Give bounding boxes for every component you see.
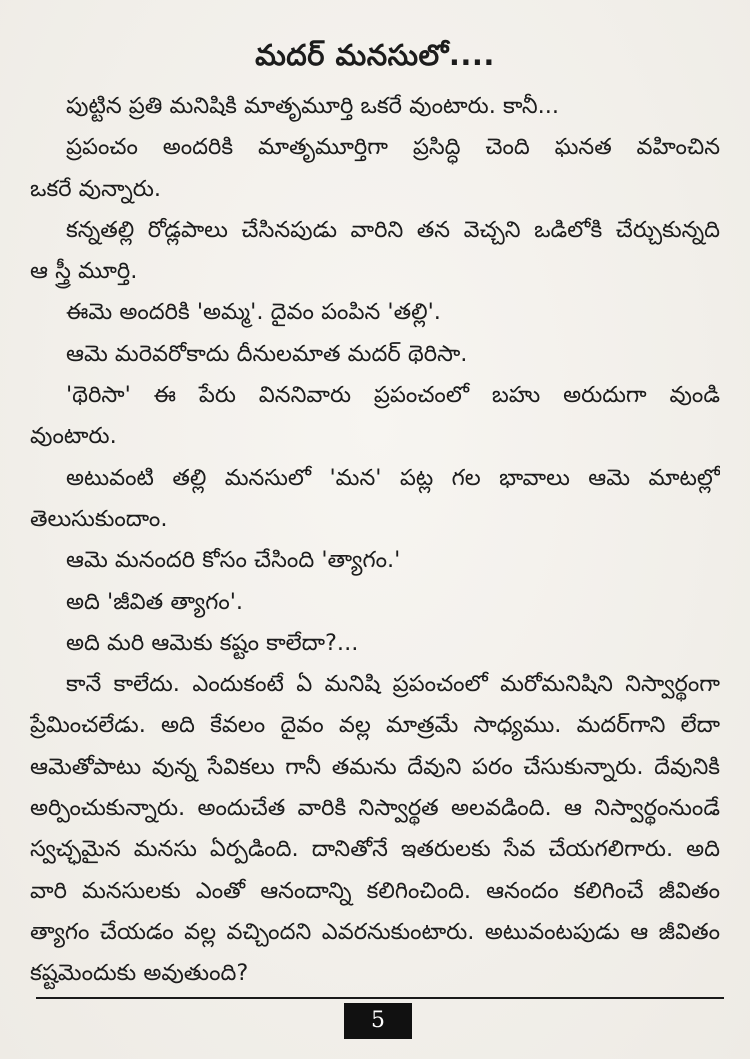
text-line: ఆ స్త్రీ మూర్తి. xyxy=(30,258,138,285)
text-line: అటువంటి తల్లి మనసులో 'మన' పట్ల గల భావాలు ఆమె మాటల్లో xyxy=(66,464,720,491)
text-line: స్వచ్ఛమైన మనసు ఏర్పడింది. దానితోనే ఇతరులకు సేవ చేయగలిగారు. అది xyxy=(30,836,720,863)
text-line: వుంటారు. xyxy=(30,423,117,450)
footer-divider xyxy=(36,997,724,999)
text-line: త్యాగం చేయడం వల్ల వచ్చిందని ఎవరనుకుంటారు. అటువంటపుడు ఆ జీవితం xyxy=(30,918,720,945)
text-line: ప్రేమించలేడు. అది కేవలం దైవం వల్ల మాత్రమే సాధ్యము. మదర్‌గాని లేదా xyxy=(30,712,720,739)
text-line: ఆమెతోపాటు వున్న సేవికలు గానీ తమను దేవుని పరం చేసుకున్నారు. దేవునికి xyxy=(30,753,720,780)
page-number: 5 xyxy=(344,1003,412,1039)
text-line: ఈమె అందరికి 'అమ్మ'. దైవం పంపిన 'తల్లి'. xyxy=(66,299,441,326)
page-title: మదర్ మనసులో.... xyxy=(255,38,495,72)
text-line: పుట్టిన ప్రతి మనిషికి మాతృమూర్తి ఒకరే వుంటారు. కానీ... xyxy=(66,93,560,119)
text-line: ప్రపంచం అందరికి మాతృమూర్తిగా ప్రసిద్ధి చెంది ఘనత వహించిన xyxy=(66,134,720,161)
text-line: ఆమె మనందరి కోసం చేసింది 'త్యాగం.' xyxy=(66,547,401,574)
text-line: అది మరి ఆమెకు కష్టం కాలేదా?... xyxy=(66,629,359,656)
text-line: అర్పించుకున్నారు. అందుచేత వారికి నిస్వార్థత అలవడింది. ఆ నిస్వార్థంనుండే xyxy=(30,795,720,822)
text-line: ఒకరే వున్నారు. xyxy=(30,175,162,202)
text-line: కష్టమెందుకు అవుతుంది? xyxy=(30,960,249,987)
text-line: ఆమె మరెవరోకాదు దీనులమాత మదర్ థెరిసా. xyxy=(66,340,468,367)
body-text xyxy=(30,86,720,995)
text-line: కానే కాలేదు. ఎందుకంటే ఏ మనిషి ప్రపంచంలో మరోమనిషిని నిస్వార్థంగా xyxy=(66,671,720,698)
text-line: అది 'జీవిత త్యాగం'. xyxy=(66,588,244,615)
text-line: వారి మనసులకు ఎంతో ఆనందాన్ని కలిగించింది. ఆనందం కలిగించే జీవితం xyxy=(30,877,720,904)
text-line: తెలుసుకుందాం. xyxy=(30,505,168,532)
text-line: కన్నతల్లి రోడ్లపాలు చేసినపుడు వారిని తన వెచ్చని ఒడిలోకి చేర్చుకున్నది xyxy=(66,216,720,243)
text-line: 'థెరిసా' ఈ పేరు విననివారు ప్రపంచంలో బహు అరుదుగా వుండి xyxy=(66,382,720,409)
